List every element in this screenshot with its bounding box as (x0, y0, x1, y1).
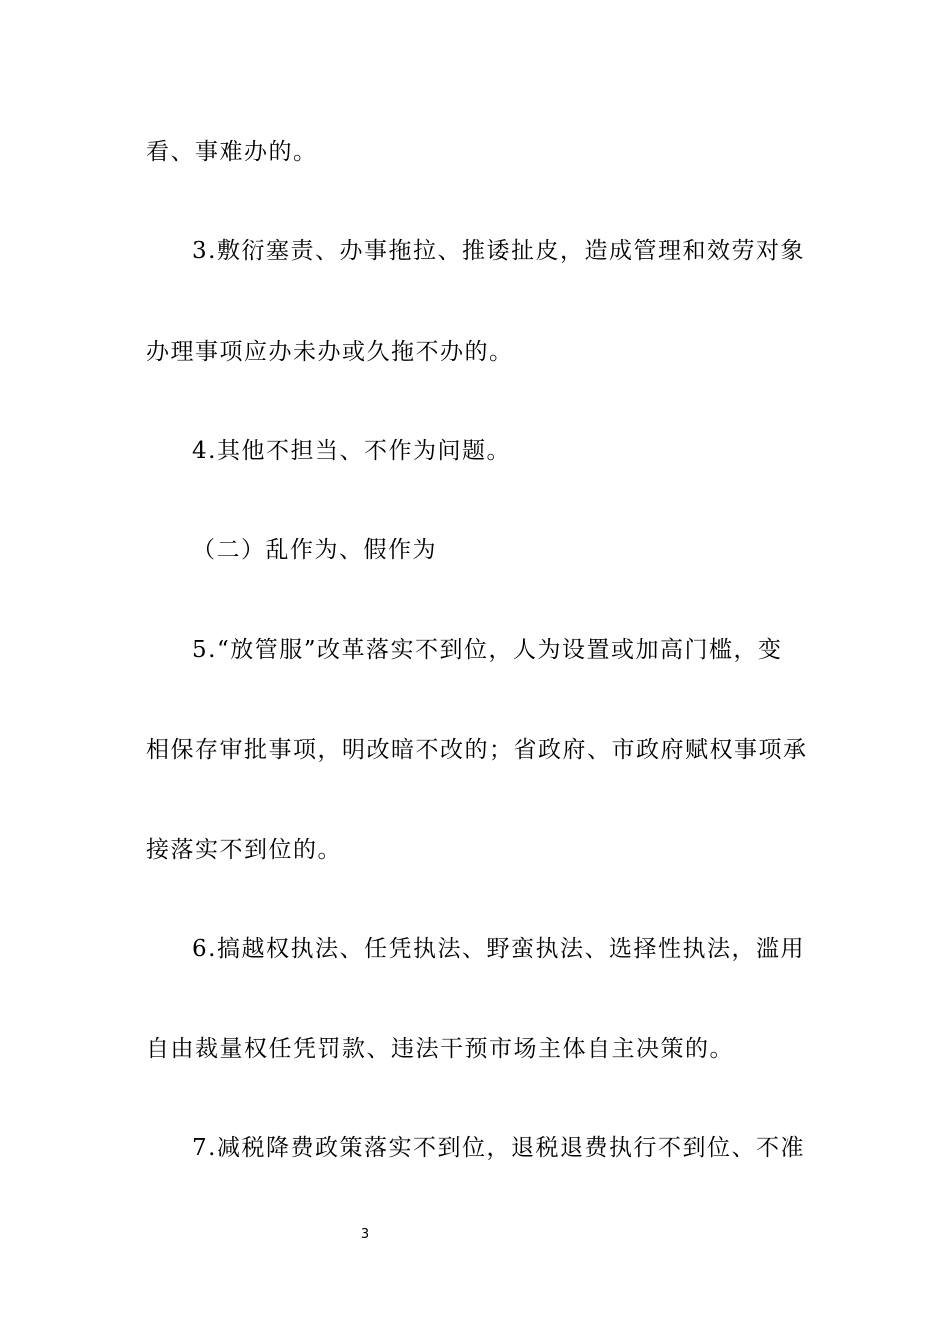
text-line: 自由裁量权任凭罚款、违法干预市场主体自主决策的。 (146, 1036, 734, 1062)
text-line: 6.搞越权执法、任凭执法、野蛮执法、选择性执法，滥用 (192, 936, 805, 962)
text-line: 4.其他不担当、不作为问题。 (192, 438, 511, 464)
text-line: 相保存审批事项，明改暗不改的；省政府、市政府赋权事项承 (146, 737, 808, 763)
text-line: 办理事项应办未办或久拖不办的。 (146, 339, 514, 365)
text-line: 看、事难办的。 (146, 139, 318, 165)
text-line: 7.减税降费政策落实不到位，退税退费执行不到位、不准 (192, 1135, 805, 1161)
text-line: 接落实不到位的。 (146, 837, 342, 863)
text-line: 3.敷衍塞责、办事拖拉、推诿扯皮，造成管理和效劳对象 (192, 238, 805, 264)
section-heading: （二）乱作为、假作为 (192, 537, 437, 563)
text-line: 5.“放管服”改革落实不到位，人为设置或加高门槛，变 (192, 637, 783, 663)
page-number: 3 (360, 1227, 370, 1242)
